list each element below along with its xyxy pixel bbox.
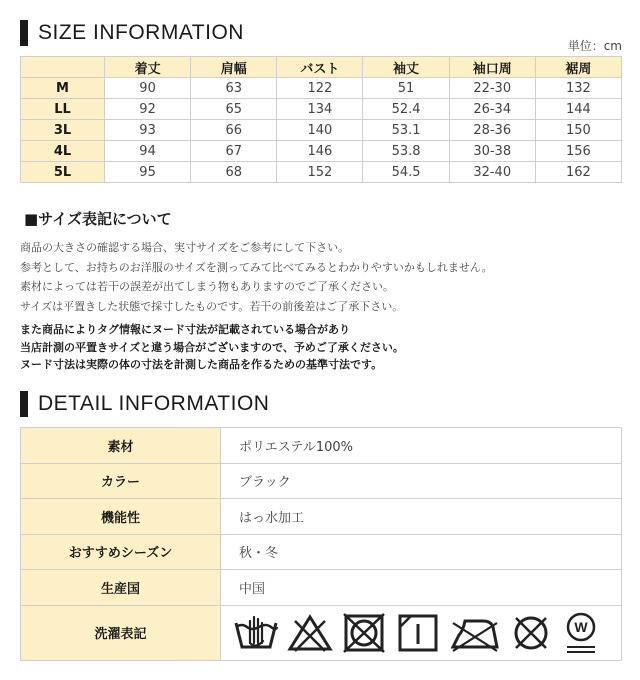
table-cell: 63 — [191, 78, 277, 99]
table-cell: 54.5 — [363, 162, 449, 183]
table-cell: 95 — [105, 162, 191, 183]
note-line: 素材によっては若干の誤差が出てしまう物もありますのでご了承ください。 — [20, 280, 394, 293]
table-cell: 66 — [191, 120, 277, 141]
detail-key: カラー — [21, 463, 221, 499]
table-cell: 53.8 — [363, 141, 449, 162]
table-cell: 140 — [277, 120, 363, 141]
note-line: 参考として、お持ちのお洋服のサイズを測ってみて比べてみるとわかりやすいかもしれません。 — [20, 260, 493, 274]
table-cell: 150 — [535, 120, 621, 141]
table-cell: 68 — [191, 162, 277, 183]
table-row — [21, 428, 622, 464]
table-cell: 90 — [105, 78, 191, 99]
size-col-header: 裾周 — [535, 57, 621, 78]
detail-key: 洗濯表記 — [21, 605, 221, 660]
table-row — [21, 78, 622, 99]
detail-section-title: DETAIL INFORMATION — [38, 392, 270, 415]
table-cell: 134 — [277, 99, 363, 120]
size-row-label: 5L — [21, 162, 105, 183]
size-row-label: 4L — [21, 141, 105, 162]
table-row — [21, 499, 622, 535]
table-cell: 152 — [277, 162, 363, 183]
detail-value: ブラック — [221, 463, 622, 499]
table-cell: 122 — [277, 78, 363, 99]
wash-icons — [225, 611, 621, 655]
table-row — [21, 162, 622, 183]
table-cell: 156 — [535, 141, 621, 162]
table-row — [21, 120, 622, 141]
table-row — [21, 605, 622, 660]
table-cell: 132 — [535, 78, 621, 99]
table-cell: 65 — [191, 99, 277, 120]
detail-table — [20, 427, 622, 661]
table-cell: 146 — [277, 141, 363, 162]
table-cell: 32-40 — [449, 162, 535, 183]
size-notes-title: ■サイズ表記について — [24, 210, 172, 228]
table-row — [21, 99, 622, 120]
detail-key: おすすめシーズン — [21, 534, 221, 570]
table-cell: 93 — [105, 120, 191, 141]
detail-key: 素材 — [21, 428, 221, 464]
size-col-header: バスト — [277, 57, 363, 78]
table-cell: 26-34 — [449, 99, 535, 120]
table-cell: 51 — [363, 78, 449, 99]
table-row — [21, 463, 622, 499]
detail-value: 中国 — [221, 570, 622, 606]
table-cell: 28-36 — [449, 120, 535, 141]
size-col-header: 着丈 — [105, 57, 191, 78]
unit-label: 単位：cm — [567, 39, 622, 53]
table-row — [21, 141, 622, 162]
size-section-title: SIZE INFORMATION — [38, 21, 244, 44]
size-table-header-row — [21, 57, 622, 78]
size-col-header: 袖口周 — [449, 57, 535, 78]
detail-value: ポリエステル100% — [221, 428, 622, 464]
table-cell: 144 — [535, 99, 621, 120]
no-tumble-dry-icon — [341, 613, 387, 653]
iron-low-icon — [449, 613, 501, 653]
note-line-bold: また商品によりタグ情報にヌード寸法が記載されている場合があり — [20, 323, 350, 336]
size-notes — [20, 238, 630, 316]
svg-text:W: W — [574, 618, 588, 635]
hand-wash-icon — [233, 613, 279, 653]
table-row — [21, 570, 622, 606]
size-col-header — [21, 57, 105, 78]
table-cell: 30-38 — [449, 141, 535, 162]
no-dry-clean-icon — [509, 613, 553, 653]
nude-size-notes — [20, 321, 630, 374]
wet-clean-icon — [561, 611, 601, 655]
size-row-label: M — [21, 78, 105, 99]
note-line-bold: 当店計測の平置きサイズと違う場合がございますので、予めご了承ください。 — [20, 340, 404, 354]
table-row — [21, 534, 622, 570]
header-bar — [20, 20, 28, 46]
size-col-header: 肩幅 — [191, 57, 277, 78]
detail-section-header — [20, 391, 269, 417]
size-section-header — [20, 20, 244, 46]
header-bar — [20, 391, 28, 417]
table-cell: 52.4 — [363, 99, 449, 120]
size-row-label: 3L — [21, 120, 105, 141]
detail-key: 生産国 — [21, 570, 221, 606]
size-table — [20, 56, 622, 183]
size-row-label: LL — [21, 99, 105, 120]
table-cell: 162 — [535, 162, 621, 183]
note-line: 商品の大きさの確認する場合、実寸サイズをご参考にして下さい。 — [20, 241, 350, 254]
size-col-header: 袖丈 — [363, 57, 449, 78]
table-cell: 53.1 — [363, 120, 449, 141]
table-cell: 92 — [105, 99, 191, 120]
note-line: サイズは平置きした状態で採寸したものです。若干の前後差はご了承下さい。 — [20, 299, 404, 313]
detail-key: 機能性 — [21, 499, 221, 535]
detail-value: 秋・冬 — [221, 534, 622, 570]
table-cell: 94 — [105, 141, 191, 162]
wash-icons-cell — [221, 605, 622, 660]
line-dry-shade-icon — [395, 613, 441, 653]
detail-value: はっ水加工 — [221, 499, 622, 535]
note-line-bold: ヌード寸法は実際の体の寸法を計測した商品を作るための基準寸法です。 — [20, 358, 383, 371]
table-cell: 22-30 — [449, 78, 535, 99]
table-cell: 67 — [191, 141, 277, 162]
no-bleach-icon — [287, 613, 333, 653]
